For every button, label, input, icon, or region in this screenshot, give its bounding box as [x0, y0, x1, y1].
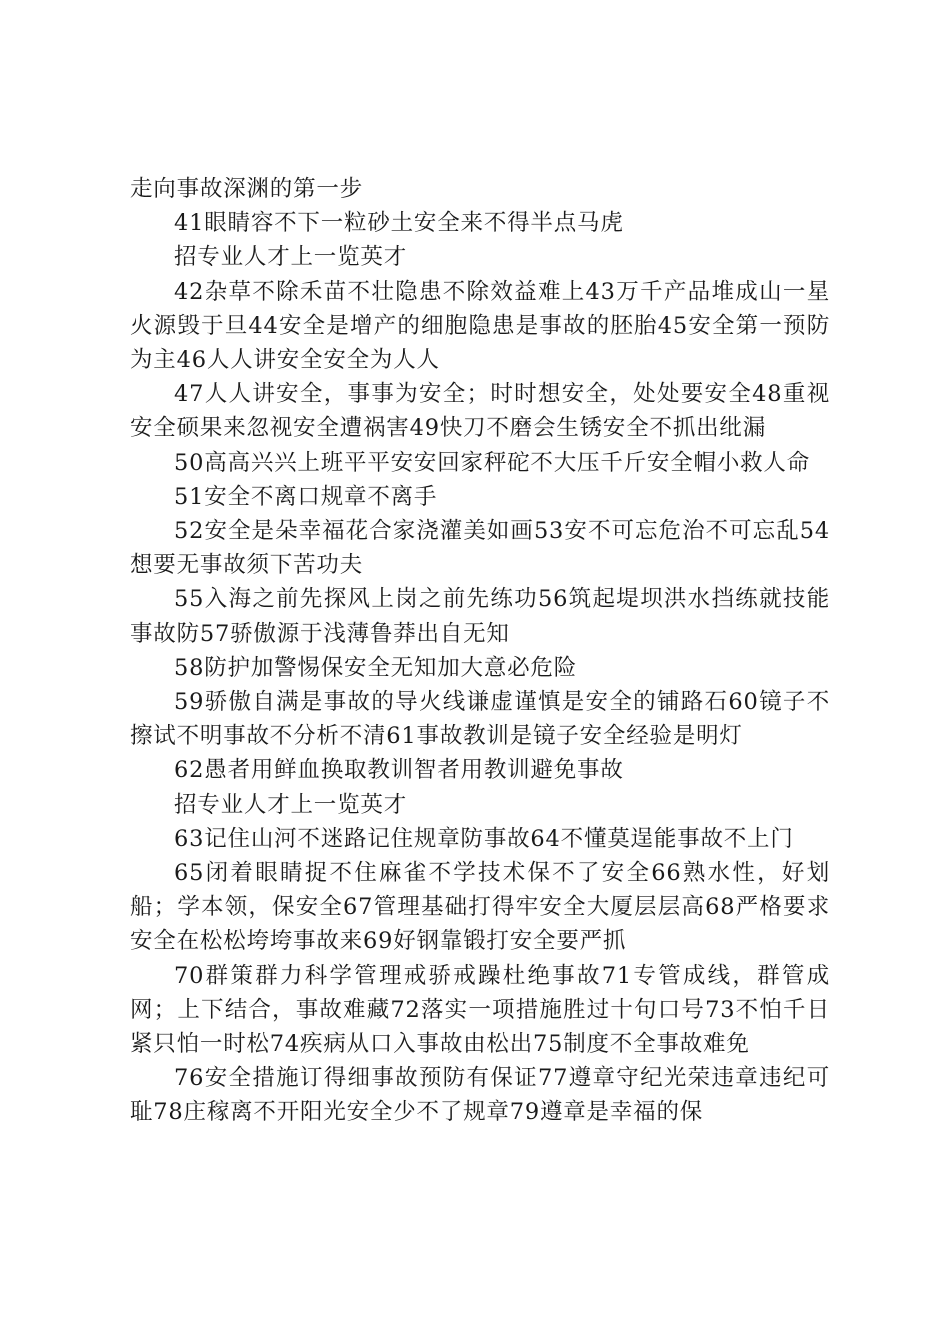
paragraph: 55入海之前先探风上岗之前先练功56筑起堤坝洪水挡练就技能事故防57骄傲源于浅薄鲁莽出自无知 [130, 586, 830, 647]
paragraph: 70群策群力科学管理戒骄戒躁杜绝事故71专管成线，群管成网；上下结合，事故难藏72落实一项措施胜过十句口号73不怕千日紧只怕一时松74疾病从口入事故由松出75制度不全事故难免 [130, 962, 830, 1058]
paragraph: 59骄傲自满是事故的导火线谦虚谨慎是安全的铺路石60镜子不擦试不明事故不分析不清61事故教训是镜子安全经验是明灯 [130, 689, 830, 750]
paragraph: 47人人讲安全，事事为安全；时时想安全，处处要安全48重视安全硕果来忽视安全遭祸害49快刀不磨会生锈安全不抓出纰漏 [130, 381, 830, 442]
paragraph: 50高高兴兴上班平平安安回家秤砣不大压千斤安全帽小救人命 [174, 449, 811, 476]
paragraph: 41眼睛容不下一粒砂土安全来不得半点马虎 [174, 210, 624, 237]
paragraph: 76安全措施订得细事故预防有保证77遵章守纪光荣违章违纪可耻78庄稼离不开阳光安全少不了规章79遵章是幸福的保 [130, 1065, 830, 1126]
paragraph: 招专业人才上一览英才 [174, 791, 408, 818]
paragraph: 58防护加警惕保安全无知加大意必危险 [174, 654, 578, 681]
paragraph: 招专业人才上一览英才 [174, 244, 408, 271]
paragraph: 42杂草不除禾苗不壮隐患不除效益难上43万千产品堆成山一星火源毁于旦44安全是增产的细胞隐患是事故的胚胎45安全第一预防为主46人人讲安全安全为人人 [130, 278, 830, 374]
document-body [130, 172, 830, 1130]
paragraph: 51安全不离口规章不离手 [174, 483, 438, 510]
paragraph: 走向事故深渊的第一步 [130, 176, 364, 202]
paragraph: 65闭着眼睛捉不住麻雀不学技术保不了安全66熟水性，好划船；学本领，保安全67管理基础打得牢安全大厦层层高68严格要求安全在松松垮垮事故来69好钢靠锻打安全要严抓 [130, 860, 830, 955]
paragraph: 63记住山河不迷路记住规章防事故64不懂莫逞能事故不上门 [174, 825, 794, 852]
paragraph: 62愚者用鲜血换取教训智者用教训避免事故 [174, 757, 624, 784]
paragraph: 52安全是朵幸福花合家浇灌美如画53安不可忘危治不可忘乱54想要无事故须下苦功夫 [130, 518, 830, 579]
